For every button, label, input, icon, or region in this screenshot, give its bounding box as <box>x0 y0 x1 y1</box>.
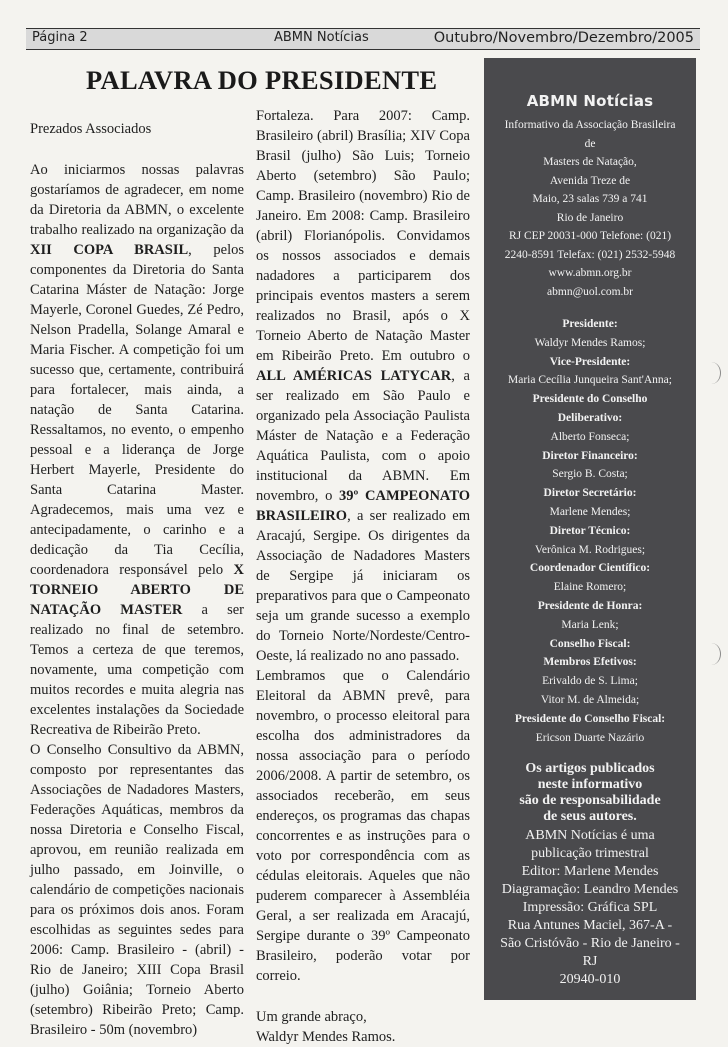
info-line: Avenida Treze de <box>549 174 631 187</box>
credit-address: Rua Antunes Maciel, 367-A - <box>507 918 673 934</box>
credit-editor: Editor: Marlene Mendes <box>521 864 659 880</box>
credit-address: São Cristóvão - Rio de Janeiro - <box>500 936 680 952</box>
credit-address: RJ <box>582 954 598 970</box>
paragraph-1 <box>30 160 244 740</box>
role-holder: Waldyr Mendes Ramos; <box>534 336 646 349</box>
info-line: Rio de Janeiro <box>556 211 624 224</box>
credits <box>484 827 696 989</box>
role-title: Diretor Técnico: <box>549 524 631 537</box>
paragraph-4: Lembramos que o Calendário Eleitoral da ABMN prevê, para novembro, o processo eleitoral para escolha dos administradores da nossa associação para o período 2006/2008. A partir de setembro, os associados receberão, em seus endereços, os programas das chapas concorrentes e as instruções para o voto por correspondência com as cédulas eleitorais. Aqueles que não puderem comparecer à Assembléia Geral, a ser realizada em Aracajú, Sergipe durante o 39º Campeonato Brasileiro, poderão votar por correio. <box>256 668 470 984</box>
role-holder: Marlene Mendes; <box>549 505 631 518</box>
credit-postal-code: 20940-010 <box>559 972 621 988</box>
role-title: Presidente do Conselho Fiscal: <box>514 712 666 725</box>
issue-date: Outubro/Novembro/Dezembro/2005 <box>433 30 694 46</box>
disclaimer-line: neste informativo <box>537 777 643 793</box>
role-holder: Alberto Fonseca; <box>550 430 630 443</box>
contact-email: abmn@uol.com.br <box>547 285 633 298</box>
signature: Waldyr Mendes Ramos. <box>256 1029 396 1045</box>
role-title: Presidente: <box>562 318 618 330</box>
credit-layout: Diagramação: Leandro Mendes <box>501 882 679 898</box>
disclaimer-line: de seus autores. <box>543 809 637 825</box>
credit-line: publicação trimestral <box>531 846 649 862</box>
role-holder: Erivaldo de S. Lima; <box>542 675 638 688</box>
info-line: 2240-8591 Telefax: (021) 2532-5948 <box>504 248 676 261</box>
paragraph-3-text-a: Fortaleza. Para 2007: Camp. Brasileiro (abril) Brasília; XIV Copa Brasil (julho) São Luis; Torneio Aberto (setembro) São Paulo; Camp. Brasileiro (novembro) Rio de Janeiro. Em 2008: Camp. Brasileiro (abril) Florianópolis. Convidamos os nossos associados e demais nadadores a participarem dos principais eventos masters a serem realizados no Brasil, após o X Torneio Aberto de Natação Master em Ribeirão Preto. Em outubro o <box>256 108 470 364</box>
masthead-info <box>484 116 696 301</box>
event-name-torneio-aberto: X TORNEIO ABERTO DE NATAÇÃO MASTER <box>30 562 244 618</box>
publication-name: ABMN Notícias <box>274 30 369 45</box>
credit-line: ABMN Notícias é uma <box>525 828 655 844</box>
role-holder: Maria Lenk; <box>561 618 619 631</box>
role-holder: Maria Cecília Junqueira Sant'Anna; <box>508 374 672 387</box>
article-column-1 <box>30 119 244 1040</box>
role-title: Presidente de Honra: <box>537 599 643 612</box>
role-title: Vice-Presidente: <box>549 355 631 368</box>
page-header <box>26 28 700 50</box>
credit-printing: Impressão: Gráfica SPL <box>522 900 658 916</box>
role-holder: Vitor M. de Almeida; <box>540 693 640 706</box>
role-title: Coordenador Científico: <box>529 562 651 575</box>
event-name-campeonato-brasileiro: 39º CAMPEONATO BRASILEIRO <box>256 488 471 524</box>
disclaimer-line: Os artigos publicados <box>525 761 655 777</box>
info-line: RJ CEP 20031-000 Telefone: (021) <box>508 230 672 242</box>
role-holder: Verônica M. Rodrigues; <box>534 543 646 556</box>
paragraph-3 <box>256 106 470 666</box>
article-title: PALAVRA DO PRESIDENTE <box>86 65 438 95</box>
event-name-all-americas: ALL AMÉRICAS LATYCAR <box>256 368 452 384</box>
greeting: Prezados Associados <box>30 121 152 137</box>
binding-hole-mark <box>702 362 721 384</box>
disclaimer <box>484 761 696 825</box>
role-holder: Sergio B. Costa; <box>552 468 628 481</box>
paragraph-3-text-e: , a ser realizado em Aracajú, Sergipe. Os dirigentes da Associação de Nadadores Masters de Sergipe já iniciaram os preparativos para que o Campeonato seja um grande sucesso a exemplo do Torneio Norte/Nordeste/Centro-Oeste, lá realizado no ano passado. <box>256 508 470 664</box>
info-line: Maio, 23 salas 739 a 741 <box>532 193 648 205</box>
paragraph-1-text-e: a ser realizado no final de setembro. Temos a certeza de que teremos, novamente, uma competição com muitos recordes e muita alegria nas excelentes instalações da Sociedade Recreativa de Ribeirão Preto. <box>30 602 244 738</box>
role-title: Presidente do Conselho Deliberativo: <box>532 393 648 424</box>
role-holder: Ericson Duarte Nazário <box>535 731 645 744</box>
paragraph-1-text-a: Ao iniciarmos nossas palavras gostaríamos de agradecer, em nome da Diretoria da ABMN, o excelente trabalho realizado na organização da <box>30 162 244 238</box>
board-list <box>484 315 696 747</box>
event-name-copa-brasil: XII COPA BRASIL <box>30 242 189 258</box>
paragraph-3-text-c: , a ser realizado em São Paulo e organizado pela Associação Paulista Máster de Natação e a Federação Aquática Paulista, com o apoio institucional da ABMN. Em novembro, o <box>256 368 470 504</box>
page-number: Página 2 <box>32 30 88 45</box>
paragraph-1-text-c: , pelos componentes da Diretoria do Santa Catarina Máster de Natação: Jorge Mayerle, Coronel Guedes, Zé Pedro, Nelson Pradella, Solange Amaral e Maria Fischer. A competição foi um sucesso que, certamente, contribuirá para fortalecer, mais ainda, a natação de Santa Catarina. Ressaltamos, no evento, o empenho pessoal e a liderança de Jorge Herbert Mayerle, Presidente do Santa Catarina Master. Agradecemos, mais uma vez e antecipadamente, o carinho e a dedicação da Tia Cecília, coordenadora responsável pelo <box>30 242 245 578</box>
info-line: Masters de Natação, <box>543 156 637 168</box>
disclaimer-line: são de responsabilidade <box>519 793 661 809</box>
binding-hole-mark <box>702 643 721 665</box>
role-title: Diretor Secretário: <box>543 487 637 500</box>
paragraph-2: O Conselho Consultivo da ABMN, composto por representantes das Associações de Nadadores Masters, Federações Aquáticas, membros da nossa Diretoria e Conselho Fiscal, aprovou, em reunião realizada em julho passado, em Joinville, o calendário de competições nacionais para os próximos dois anos. Foram escolhidas as seguintes sedes para 2006: Camp. Brasileiro - (abril) - Rio de Janeiro; XIII Copa Brasil (julho) Goiânia; Torneio Aberto (setembro) Ribeirão Preto; Camp. Brasileiro - 50m (novembro) <box>30 742 244 1038</box>
closing: Um grande abraço, <box>256 1009 367 1025</box>
website-url: www.abmn.org.br <box>548 267 632 279</box>
article-column-2 <box>256 106 470 1047</box>
role-holder: Elaine Romero; <box>553 581 627 594</box>
role-title: Conselho Fiscal: Membros Efetivos: <box>543 637 637 669</box>
masthead-title: ABMN Notícias <box>526 92 654 110</box>
role-title: Diretor Financeiro: <box>542 449 638 462</box>
info-line: de <box>584 137 596 150</box>
info-line: Informativo da Associação Brasileira <box>504 119 676 131</box>
masthead-sidebar <box>484 58 696 1000</box>
